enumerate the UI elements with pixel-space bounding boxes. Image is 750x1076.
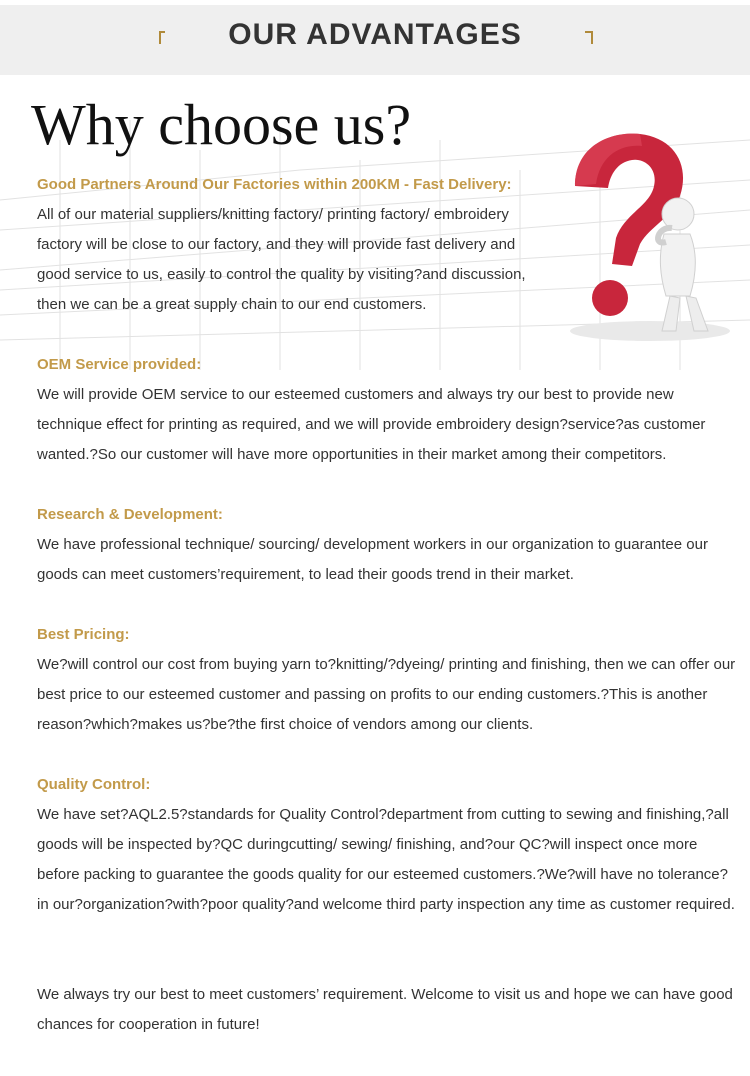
section-body: We have professional technique/ sourcing/ development workers in our organization to guarantee our goods can meet customers’requirement, to lead their goods trend in their market. [37, 536, 708, 583]
section-title: Best Pricing: [37, 626, 130, 643]
section-good-partners [37, 170, 737, 320]
section-title: Quality Control: [37, 776, 151, 793]
section-body: We have set?AQL2.5?standards for Quality Control?department from cutting to sewing and finishing,?all goods will be inspected by?QC duringcutting/ sewing/ finishing, and?our QC?will inspect once more before packing to guarantee the goods quality for our esteemed customers.?We?will have no tolerance?in our?organization?with?poor quality?and welcome third party inspection any time as customer required. [37, 806, 735, 913]
section-title: Research & Development: [37, 506, 223, 523]
section-body: We?will control our cost from buying yarn to?knitting/?dyeing/ printing and finishing, then we can offer our best price to our esteemed customer and passing on profits to our ending customers.?This is another reason?which?makes us?be?the first choice of vendors among our clients. [37, 656, 736, 733]
section-body: All of our material suppliers/knitting factory/ printing factory/ embroidery factory will be close to our factory, and they will provide fast delivery and good service to us, easily to control the quality by visiting?and discussion, then we can be a great supply chain to our end customers. [37, 206, 526, 313]
closing-paragraph: We always try our best to meet customers’ requirement. Welcome to visit us and hope we can have good chances for cooperation in future! [37, 986, 733, 1033]
section-header-title: OUR ADVANTAGES [228, 18, 522, 51]
section-best-pricing [37, 620, 737, 740]
section-body: We will provide OEM service to our esteemed customers and always try our best to provide new technique effect for printing as required, and we will provide embroidery design?service?as customer wanted.?So our customer will have more opportunities in their market among their competitors. [37, 386, 706, 463]
section-title: OEM Service provided: [37, 356, 202, 373]
section-research-development [37, 500, 737, 590]
page-title: Why choose us? [31, 92, 412, 157]
section-quality-control [37, 770, 737, 920]
section-oem-service [37, 350, 737, 470]
closing-section [37, 980, 737, 1040]
section-title: Good Partners Around Our Factories within 200KM - Fast Delivery: [37, 176, 512, 193]
